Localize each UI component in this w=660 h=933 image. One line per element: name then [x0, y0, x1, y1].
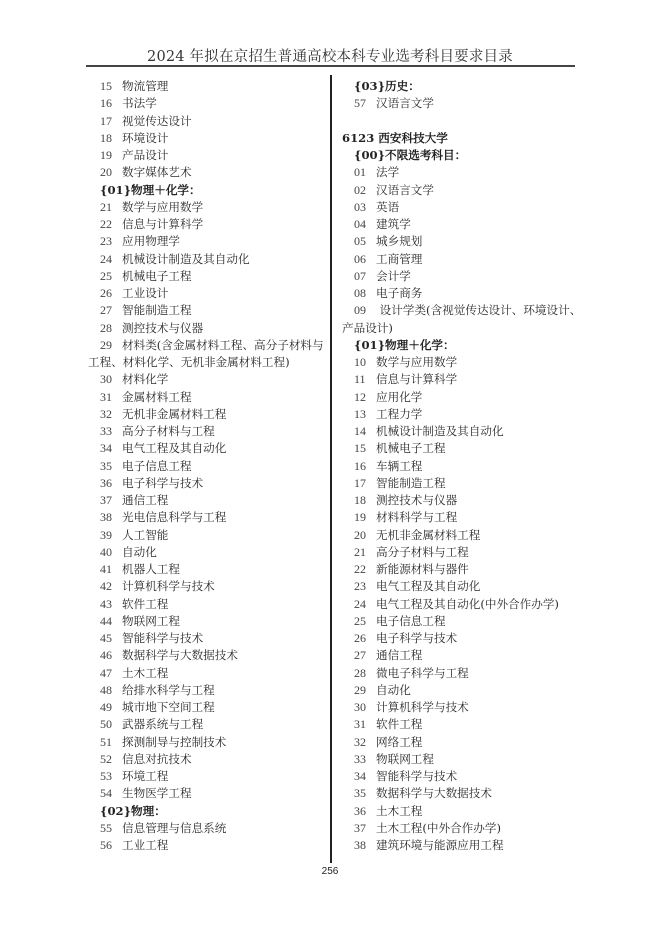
- major-item: [342, 458, 587, 475]
- major-item: [342, 630, 587, 647]
- header-rule: [86, 65, 575, 67]
- major-name: 计算机科学与技术: [376, 700, 469, 714]
- major-code: 32: [100, 406, 112, 421]
- major-name: 工业设计: [122, 286, 169, 300]
- major-code: 34: [354, 769, 366, 783]
- major-name: 环境设计: [122, 130, 169, 145]
- major-name: 智能制造工程: [376, 475, 446, 490]
- major-name: 信息对抗技术: [122, 751, 192, 766]
- major-item: [88, 216, 324, 233]
- major-name: 电子商务: [376, 286, 423, 300]
- major-code: 14: [354, 424, 366, 438]
- major-name: 数据科学与大数据技术: [376, 786, 492, 801]
- major-item: [88, 320, 324, 337]
- major-item: [88, 647, 324, 664]
- major-item: [342, 285, 587, 302]
- major-name: 机械设计制造及其自动化: [122, 251, 250, 266]
- major-name: 给排水科学与工程: [122, 682, 215, 697]
- major-name: 物联网工程: [376, 751, 434, 766]
- major-code: 05: [354, 234, 366, 249]
- major-name: 设计学类(含视觉传达设计、环境设计、: [376, 303, 582, 318]
- major-name: 电气工程及其自动化(中外合作办学): [376, 596, 559, 611]
- major-name: 数学与应用数学: [122, 199, 204, 214]
- major-code: 01: [354, 165, 366, 180]
- major-code: 42: [100, 579, 112, 594]
- major-item: [88, 509, 324, 526]
- major-name: 书法学: [122, 96, 157, 111]
- major-item: [88, 147, 324, 164]
- major-code: 15: [354, 441, 366, 456]
- major-name: 测控技术与仪器: [122, 320, 204, 335]
- major-item: [88, 665, 324, 682]
- major-name: 法学: [376, 165, 400, 180]
- major-code: 29: [354, 682, 366, 697]
- major-item: [88, 561, 324, 578]
- major-name: 物流管理: [122, 79, 169, 93]
- major-item: [342, 95, 587, 112]
- major-item: [88, 389, 324, 406]
- major-item: [88, 130, 324, 147]
- major-code: 35: [354, 786, 366, 801]
- major-code: 07: [354, 268, 366, 283]
- major-code: 28: [354, 665, 366, 680]
- major-item: [88, 682, 324, 699]
- major-code: 33: [100, 424, 112, 438]
- major-item: [342, 182, 587, 199]
- major-item: [88, 734, 324, 751]
- major-item: [342, 199, 587, 216]
- major-code: 24: [354, 596, 366, 611]
- major-name: 应用化学: [376, 389, 423, 404]
- major-item: [342, 544, 587, 561]
- subject-group-heading: {01}物理＋化学：: [100, 182, 201, 197]
- major-item: [342, 803, 587, 820]
- major-code: 19: [354, 510, 366, 525]
- major-item: [342, 354, 587, 371]
- major-item: [88, 337, 324, 354]
- major-item: [342, 596, 587, 613]
- column-divider: [330, 75, 332, 863]
- major-name: 数据科学与大数据技术: [122, 648, 238, 663]
- major-code: 52: [100, 751, 112, 766]
- major-name: 计算机科学与技术: [122, 579, 215, 594]
- major-name: 英语: [376, 199, 400, 214]
- major-code: 39: [100, 527, 112, 542]
- page-number: 256: [321, 866, 339, 877]
- major-name: 通信工程: [122, 493, 169, 507]
- major-code: 49: [100, 700, 112, 714]
- major-item: [88, 544, 324, 561]
- major-code: 37: [354, 820, 366, 835]
- major-name: 高分子材料与工程: [376, 544, 469, 559]
- major-code: 06: [354, 251, 366, 266]
- major-item: [88, 268, 324, 285]
- major-name: 网络工程: [376, 734, 423, 749]
- major-code: 10: [354, 355, 366, 369]
- page-title: 2024 年拟在京招生普通高校本科专业选考科目要求目录: [147, 49, 513, 65]
- major-name: 材料化学: [122, 372, 169, 387]
- major-item: [88, 233, 324, 250]
- major-item: [342, 233, 587, 250]
- major-code: 12: [354, 389, 366, 404]
- major-item: [88, 751, 324, 768]
- major-name: 材料科学与工程: [376, 510, 458, 525]
- major-code: 16: [100, 96, 112, 111]
- major-item: [88, 837, 324, 854]
- major-item: [88, 113, 324, 130]
- major-name: 会计学: [376, 268, 411, 283]
- major-item: [342, 492, 587, 509]
- major-name: 车辆工程: [376, 458, 423, 473]
- major-item: [342, 251, 587, 268]
- major-name: 土木工程: [376, 803, 423, 818]
- major-item: [88, 527, 324, 544]
- major-code: 34: [100, 441, 112, 456]
- major-name: 土木工程(中外合作办学): [376, 820, 501, 835]
- major-item: [88, 251, 324, 268]
- major-code: 24: [100, 251, 112, 266]
- major-item: [342, 423, 587, 440]
- major-item: [342, 509, 587, 526]
- major-item: [88, 820, 324, 837]
- major-code: 56: [100, 838, 112, 852]
- major-code: 23: [100, 234, 112, 249]
- major-code: 04: [354, 217, 366, 231]
- major-code: 47: [100, 665, 112, 680]
- major-code: 23: [354, 579, 366, 594]
- major-name: 光电信息科学与工程: [122, 510, 227, 525]
- major-code: 57: [354, 96, 366, 111]
- right-column: [342, 78, 587, 854]
- school-heading: 6123 西安科技大学: [342, 130, 448, 145]
- subject-group-heading: {01}物理＋化学：: [354, 337, 455, 352]
- major-name: 自动化: [376, 682, 411, 697]
- major-item: [88, 596, 324, 613]
- major-name: 工业工程: [122, 838, 169, 852]
- major-name: 人工智能: [122, 527, 169, 542]
- major-item: [88, 423, 324, 440]
- major-item: [342, 216, 587, 233]
- major-code: 29: [100, 337, 112, 352]
- major-name: 建筑学: [376, 217, 411, 231]
- major-item: [342, 768, 587, 785]
- major-name: 土木工程: [122, 665, 169, 680]
- major-code: 32: [354, 734, 366, 749]
- major-name: 机械设计制造及其自动化: [376, 424, 504, 438]
- major-item: [342, 716, 587, 733]
- major-name: 数学与应用数学: [376, 355, 458, 369]
- major-name: 探测制导与控制技术: [122, 734, 227, 749]
- major-code: 44: [100, 613, 112, 628]
- major-name: 自动化: [122, 544, 157, 559]
- major-code: 25: [354, 613, 366, 628]
- major-code: 38: [100, 510, 112, 525]
- major-item: [342, 578, 587, 595]
- major-name: 信息与计算科学: [122, 217, 204, 231]
- major-name: 物联网工程: [122, 613, 180, 628]
- major-name: 金属材料工程: [122, 389, 192, 404]
- major-code: 21: [354, 544, 366, 559]
- major-item: [342, 820, 587, 837]
- major-item: [342, 561, 587, 578]
- major-name: 通信工程: [376, 648, 423, 663]
- major-code: 45: [100, 631, 112, 645]
- major-item: [88, 302, 324, 319]
- major-name: 产品设计: [122, 148, 169, 162]
- major-item: [88, 78, 324, 95]
- major-name: 软件工程: [376, 717, 423, 732]
- major-name: 机械电子工程: [376, 441, 446, 456]
- left-column: [88, 78, 324, 854]
- major-code: 54: [100, 786, 112, 801]
- major-code: 41: [100, 562, 112, 576]
- major-code: 22: [354, 562, 366, 576]
- major-code: 27: [354, 648, 366, 663]
- major-item: [88, 578, 324, 595]
- major-item: [342, 302, 587, 319]
- major-item: [342, 785, 587, 802]
- major-name: 无机非金属材料工程: [122, 406, 227, 421]
- major-code: 18: [354, 493, 366, 507]
- major-name: 电子信息工程: [122, 458, 192, 473]
- major-item-continuation: 产品设计): [342, 320, 393, 335]
- major-item: [88, 492, 324, 509]
- major-code: 02: [354, 182, 366, 197]
- major-code: 31: [354, 717, 366, 732]
- major-item: [342, 440, 587, 457]
- major-name: 电气工程及其自动化: [376, 579, 481, 594]
- major-name: 环境工程: [122, 769, 169, 783]
- major-item: [88, 699, 324, 716]
- major-name: 汉语言文学: [376, 96, 434, 111]
- major-code: 33: [354, 751, 366, 766]
- major-code: 55: [100, 820, 112, 835]
- major-item: [342, 751, 587, 768]
- major-name: 电子信息工程: [376, 613, 446, 628]
- major-item: [88, 613, 324, 630]
- major-code: 48: [100, 682, 112, 697]
- major-code: 22: [100, 217, 112, 231]
- blank-line: [342, 113, 587, 130]
- major-name: 智能制造工程: [122, 303, 192, 318]
- major-code: 20: [100, 165, 112, 180]
- major-code: 30: [354, 700, 366, 714]
- major-name: 工程力学: [376, 406, 423, 421]
- major-code: 43: [100, 596, 112, 611]
- major-code: 36: [354, 803, 366, 818]
- major-code: 11: [354, 372, 366, 387]
- major-code: 09: [354, 303, 366, 318]
- major-item: [88, 406, 324, 423]
- major-item: [342, 665, 587, 682]
- major-item: [88, 371, 324, 388]
- major-code: 28: [100, 320, 112, 335]
- major-item: [88, 768, 324, 785]
- major-item: [342, 837, 587, 854]
- major-item: [342, 389, 587, 406]
- subject-group-heading: {03}历史：: [354, 79, 420, 93]
- major-name: 工商管理: [376, 251, 423, 266]
- major-code: 35: [100, 458, 112, 473]
- major-item: [342, 164, 587, 181]
- major-item: [342, 527, 587, 544]
- major-code: 50: [100, 717, 112, 732]
- major-name: 软件工程: [122, 596, 169, 611]
- major-item: [342, 613, 587, 630]
- major-item: [342, 475, 587, 492]
- major-name: 机械电子工程: [122, 268, 192, 283]
- major-item: [88, 785, 324, 802]
- major-name: 测控技术与仪器: [376, 493, 458, 507]
- major-name: 智能科学与技术: [376, 769, 458, 783]
- major-code: 21: [100, 199, 112, 214]
- major-item: [88, 630, 324, 647]
- major-code: 17: [354, 475, 366, 490]
- major-code: 17: [100, 113, 112, 128]
- major-item: [88, 285, 324, 302]
- major-item: [88, 440, 324, 457]
- major-item: [342, 647, 587, 664]
- major-name: 建筑环境与能源应用工程: [376, 838, 504, 852]
- major-name: 材料类(含金属材料工程、高分子材料与: [122, 337, 324, 352]
- major-name: 电子科学与技术: [376, 631, 458, 645]
- major-name: 电子科学与技术: [122, 475, 204, 490]
- major-name: 微电子科学与工程: [376, 665, 469, 680]
- major-code: 46: [100, 648, 112, 663]
- major-item: [342, 699, 587, 716]
- major-code: 18: [100, 130, 112, 145]
- major-code: 26: [100, 286, 112, 300]
- major-name: 应用物理学: [122, 234, 180, 249]
- major-name: 生物医学工程: [122, 786, 192, 801]
- major-name: 信息与计算科学: [376, 372, 458, 387]
- major-code: 31: [100, 389, 112, 404]
- major-name: 无机非金属材料工程: [376, 527, 481, 542]
- major-item: [342, 268, 587, 285]
- major-code: 13: [354, 406, 366, 421]
- major-name: 新能源材料与器件: [376, 562, 469, 576]
- major-item: [88, 95, 324, 112]
- major-item: [342, 682, 587, 699]
- major-code: 38: [354, 838, 366, 852]
- major-item: [88, 458, 324, 475]
- major-name: 汉语言文学: [376, 182, 434, 197]
- major-code: 19: [100, 148, 112, 162]
- major-code: 53: [100, 769, 112, 783]
- major-name: 城乡规划: [376, 234, 423, 249]
- major-name: 城市地下空间工程: [122, 700, 215, 714]
- major-code: 37: [100, 493, 112, 507]
- major-code: 20: [354, 527, 366, 542]
- major-item: [88, 716, 324, 733]
- major-code: 16: [354, 458, 366, 473]
- major-name: 高分子材料与工程: [122, 424, 215, 438]
- major-code: 51: [100, 734, 112, 749]
- major-item: [342, 371, 587, 388]
- major-item: [342, 406, 587, 423]
- major-name: 信息管理与信息系统: [122, 820, 227, 835]
- subject-group-heading: {00}不限选考科目：: [354, 148, 467, 162]
- major-name: 电气工程及其自动化: [122, 441, 227, 456]
- major-code: 26: [354, 631, 366, 645]
- major-item: [88, 164, 324, 181]
- major-code: 30: [100, 372, 112, 387]
- major-item-continuation: 工程、材料化学、无机非金属材料工程): [88, 355, 290, 369]
- major-code: 36: [100, 475, 112, 490]
- major-name: 机器人工程: [122, 562, 180, 576]
- major-code: 08: [354, 286, 366, 300]
- major-name: 数字媒体艺术: [122, 165, 192, 180]
- major-name: 智能科学与技术: [122, 631, 204, 645]
- major-code: 03: [354, 199, 366, 214]
- major-item: [88, 475, 324, 492]
- major-code: 40: [100, 544, 112, 559]
- major-code: 15: [100, 79, 112, 93]
- major-item: [88, 199, 324, 216]
- major-name: 视觉传达设计: [122, 113, 192, 128]
- major-name: 武器系统与工程: [122, 717, 204, 732]
- major-code: 27: [100, 303, 112, 318]
- subject-group-heading: {02}物理：: [100, 803, 166, 818]
- major-item: [342, 734, 587, 751]
- major-code: 25: [100, 268, 112, 283]
